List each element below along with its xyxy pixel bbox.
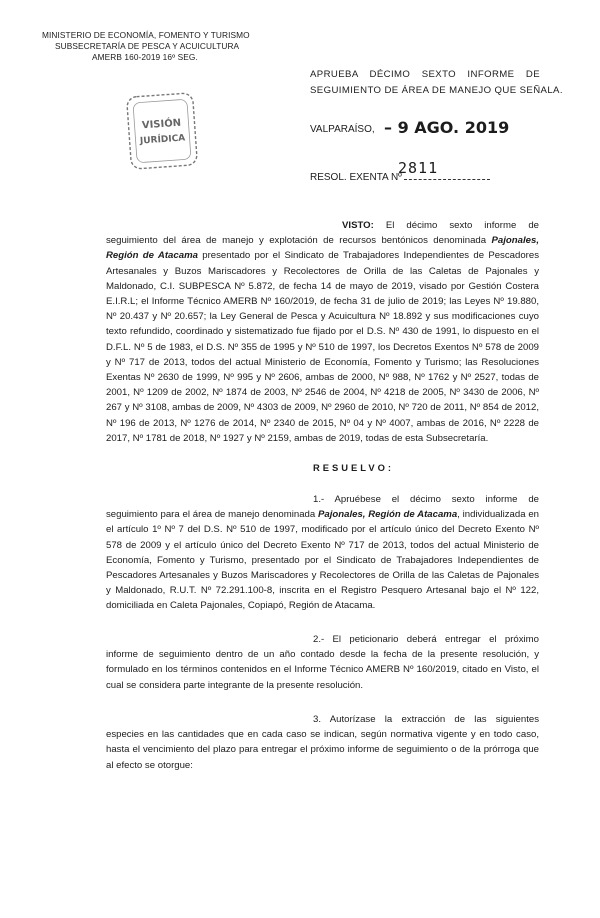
subject-line-2: SEGUIMIENTO DE ÁREA DE MANEJO QUE SEÑALA. <box>310 85 563 96</box>
item-1-post: , individualizada en el artículo 1º Nº 7 del D.S. Nº 510 de 1997, modificado por el artículo único del Decreto Exento Nº 578 de 2009 y el artículo único del Decreto Exento Nº 717 de 2013, todos del actual Ministerio de Economía, Fomento y Turismo, presentado por el Sindicato de Trabajadores Independientes de Pescadores Artesanales y Buzos Mariscadores y Recolectores de Orilla de las Caletas de Pajonales y Maldonado, R.U.T. Nº 72.291.100-8, inscrita en el Registro Pesquero Artesanal bajo el Nº 122, domiciliada en Caleta Pajonales, Copiapó, Región de Atacama. <box>106 509 540 612</box>
item-3-text: Autorízase la extracción de las siguientes especies en las cantidades que en cada caso se indican, según normativa vigente y en todo caso, hasta el vencimiento del plazo para entregar el próximo informe de seguimiento o de la prórroga que al efecto se otorgue: <box>106 714 539 771</box>
stamp-line-1: VISIÓN <box>141 117 182 132</box>
resolution-item-1 <box>106 492 539 614</box>
item-1-pre: Apruébese el décimo sexto informe de seguimiento para el área de manejo denominada <box>106 494 539 521</box>
visto-intro: El décimo sexto informe de seguimiento del área de manejo y explotación de recursos bentónicos denominada <box>106 220 539 247</box>
item-2-number: 2.- <box>313 634 325 645</box>
visto-area-name: Pajonales, Región de Atacama <box>106 235 539 262</box>
resuelvo-heading: RESUELVO: <box>313 462 394 473</box>
ministry-name: MINISTERIO DE ECONOMÍA, FOMENTO Y TURISMO <box>42 30 250 40</box>
resolution-underline <box>404 179 490 180</box>
item-3-number: 3. <box>313 714 322 725</box>
visto-heading: VISTO: <box>342 220 374 231</box>
resolution-label: RESOL. EXENTA Nº <box>310 172 402 183</box>
item-2-text: El peticionario deberá entregar el próximo informe de seguimiento dentro de un año contado desde la fecha de la presente resolución, y formulado en los términos contenidos en el Informe Técnico AMERB Nº 160/2019, citado en Visto, el cual se considera parte integrante de la presente resolución. <box>106 634 539 691</box>
visto-body: presentado por el Sindicato de Trabajadores Independientes de Pescadores Artesanales y Buzos Mariscadores y Recolectores de Orilla de las Caletas de Pajonales y Maldonado, C.I. SUBPESCA Nº 5.872, de fecha 14 de mayo de 2019, visado por Gestión Costera E.I.R.L; el Informe Técnico AMERB Nº 160/2019, de fecha 31 de julio de 2019; las Leyes Nº 19.880, Nº 20.437 y Nº 20.657; la Ley General de Pesca y Acuicultura Nº 18.892 y sus modificaciones cuyo texto refundido, coordinado y sistematizado fue fijado por el D.S. Nº 430 de 1991, lo dispuesto en el D.F.L. Nº 5 de 1983, el D.S. Nº 355 de 1995 y Nº 510 de 1997, los Decretos Exentos Nº 578 de 2009 y Nº 717 de 2013, todos del actual Ministerio de Economía, Fomento y Turismo; las Resoluciones Exentas Nº 2630 de 1999, Nº 995 y Nº 2606, ambas de 2000, Nº 988, Nº 1762 y Nº 2527, todas de 2001, Nº 1209 de 2002, Nº 1874 de 2003, Nº 2546 de 2004, Nº 4218 de 2005, Nº 3430 de 2006, Nº 267 y Nº 3108, ambas de 2009, Nº 4303 de 2009, Nº 2960 de 2010, Nº 720 de 2011, Nº 854 de 2012, Nº 196 de 2013, Nº 1276 de 2014, Nº 2340 de 2015, Nº 04 y Nº 4007, ambas de 2016, Nº 2228 de 2017, Nº 1781 de 2018, Nº 1927 y Nº 2159, ambas de 2019, todas de esta Subsecretaría. <box>106 250 539 444</box>
undersecretariat-name: SUBSECRETARÍA DE PESCA Y ACUICULTURA <box>55 41 240 51</box>
stamp-line-2: JURÍDICA <box>139 133 186 147</box>
date-place: VALPARAÍSO, <box>310 124 375 135</box>
item-1-area-name: Pajonales, Región de Atacama <box>318 509 458 521</box>
date-dash: – <box>384 118 392 137</box>
visto-paragraph <box>106 218 539 446</box>
reference-code: AMERB 160-2019 16º SEG. <box>92 52 198 62</box>
legal-review-stamp <box>123 90 200 173</box>
item-1-number: 1.- <box>313 494 325 505</box>
date-value: 9 AGO. 2019 <box>397 118 510 137</box>
resolution-number: 2811 <box>398 159 439 177</box>
subject-line-1: APRUEBA DÉCIMO SEXTO INFORME DE <box>310 69 540 80</box>
resolution-item-2 <box>106 632 539 693</box>
resolution-item-3 <box>106 712 539 773</box>
